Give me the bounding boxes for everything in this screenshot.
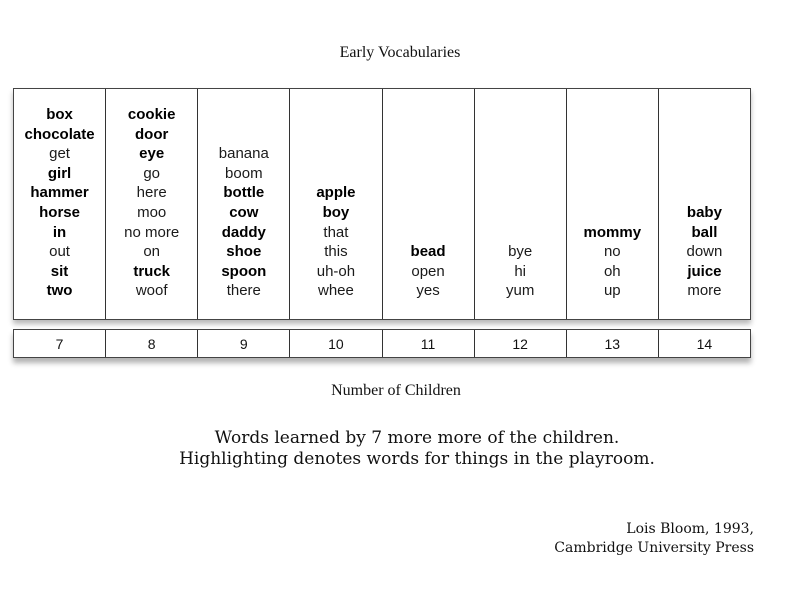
highlighted-word: shoe xyxy=(226,243,262,261)
word: boom xyxy=(225,164,263,182)
word: uh-oh xyxy=(316,262,356,280)
children-count-row xyxy=(13,329,751,358)
word: get xyxy=(49,145,70,163)
x-axis-label: Number of Children xyxy=(331,382,461,399)
caption-line-1: Words learned by 7 more more of the children. xyxy=(214,428,620,448)
children-count-cell: 10 xyxy=(290,330,382,357)
highlighted-word: bottle xyxy=(223,184,265,202)
vocab-column xyxy=(290,89,382,319)
word: yes xyxy=(416,282,440,300)
highlighted-word: daddy xyxy=(221,223,266,241)
word: that xyxy=(323,223,349,241)
highlighted-word: sit xyxy=(50,262,69,280)
word: oh xyxy=(603,262,621,280)
word: go xyxy=(143,164,161,182)
highlighted-word: in xyxy=(52,223,67,241)
highlighted-word: two xyxy=(46,282,73,300)
vocab-column xyxy=(567,89,659,319)
highlighted-word: girl xyxy=(47,164,72,182)
children-count-cell: 12 xyxy=(475,330,567,357)
vocab-column xyxy=(383,89,475,319)
word: yum xyxy=(506,282,535,300)
children-count-cell: 7 xyxy=(14,330,106,357)
word: up xyxy=(603,282,621,300)
word: on xyxy=(143,243,161,261)
highlighted-word: baby xyxy=(686,204,722,222)
highlighted-word: cookie xyxy=(127,106,176,124)
children-count-cell: 13 xyxy=(567,330,659,357)
highlighted-word: mommy xyxy=(583,223,642,241)
citation-line-1: Lois Bloom, 1993, xyxy=(626,521,754,537)
word: this xyxy=(324,243,348,261)
highlighted-word: hammer xyxy=(30,184,89,202)
word: no xyxy=(603,243,621,261)
chart-title: Early Vocabularies xyxy=(339,44,461,61)
word: here xyxy=(136,184,167,202)
word: down xyxy=(686,243,723,261)
word: bye xyxy=(508,243,533,261)
children-count-cell: 8 xyxy=(106,330,198,357)
word: out xyxy=(49,243,70,261)
highlighted-word: ball xyxy=(691,223,718,241)
citation xyxy=(554,520,754,558)
highlighted-word: spoon xyxy=(221,262,267,280)
word: hi xyxy=(514,262,527,280)
word: no more xyxy=(124,223,180,241)
highlighted-word: cow xyxy=(229,204,259,222)
highlighted-word: apple xyxy=(316,184,356,202)
highlighted-word: chocolate xyxy=(24,125,95,143)
highlighted-word: truck xyxy=(133,262,171,280)
vocab-column xyxy=(106,89,198,319)
vocab-column xyxy=(198,89,290,319)
highlighted-word: horse xyxy=(39,204,80,222)
word: banana xyxy=(218,145,269,163)
word: whee xyxy=(318,282,354,300)
vocabulary-table xyxy=(13,88,751,320)
highlighted-word: juice xyxy=(687,262,722,280)
word: woof xyxy=(135,282,168,300)
vocab-column xyxy=(475,89,567,319)
highlighted-word: boy xyxy=(322,204,350,222)
word: there xyxy=(226,282,261,300)
vocab-column xyxy=(659,89,750,319)
highlighted-word: eye xyxy=(139,145,165,163)
word: open xyxy=(411,262,445,280)
caption xyxy=(0,428,800,470)
citation-line-2: Cambridge University Press xyxy=(554,540,754,556)
children-count-cell: 14 xyxy=(696,335,713,352)
word: moo xyxy=(137,204,167,222)
highlighted-word: door xyxy=(135,125,169,143)
caption-line-2: Highlighting denotes words for things in the playroom. xyxy=(179,449,655,469)
children-count-cell: 11 xyxy=(383,330,475,357)
highlighted-word: box xyxy=(46,106,73,124)
children-count-cell: 9 xyxy=(198,330,290,357)
vocab-column xyxy=(14,89,106,319)
word: more xyxy=(687,282,722,300)
highlighted-word: bead xyxy=(410,243,446,261)
